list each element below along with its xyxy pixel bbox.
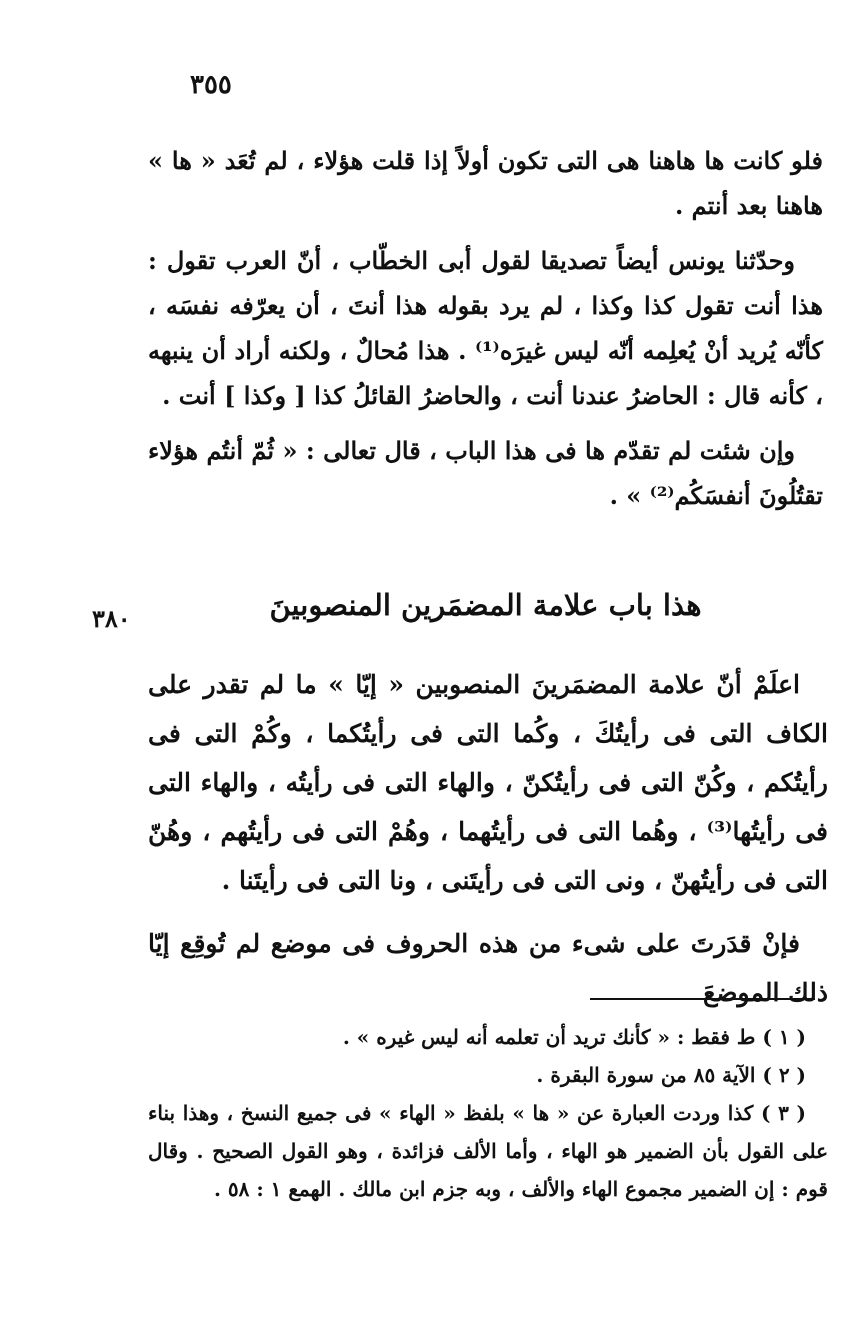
footnote: ( ٣ ) كذا وردت العبارة عن « ها » بلفظ « الهاء » فى جميع النسخ ، وهذا بناء على القول بأن الضمير هو الهاء ، وأما الألف فزائدة ، وهو القول الصحيح . وقال قوم : إن الضمير مجموع الهاء والألف ، وبه جزم ابن مالك . الهمع ١ : ٥٨ . <box>148 1101 828 1201</box>
footnote: ( ١ ) ط فقط : « كأنك تريد أن تعلمه أنه ليس غيره » . <box>342 1025 806 1049</box>
footnote-divider <box>590 998 815 1000</box>
paragraph: فلو كانت ها هاهنا هى التى تكون أولاً إذا قلت هؤلاء ، لم تُعَد « ها » هاهنا بعد أنتم . <box>148 146 823 220</box>
margin-number: ٣٨٠ <box>92 604 131 633</box>
page-number: ٣٥٥ <box>190 70 232 100</box>
body-text-top <box>148 138 823 528</box>
footnotes <box>148 1018 828 1208</box>
paragraph: وإن شئت لم تقدّم ها فى هذا الباب ، قال تعالى : « ثُمّ أنتُم هؤلاء تقتُلُونَ أنفسَكُم⁽²⁾ » . <box>148 436 823 510</box>
body-text-bottom <box>148 660 828 1031</box>
paragraph: فإنْ قدَرتَ على شىء من هذه الحروف فى موضع لم تُوقِع إيّا ذلك الموضعَ <box>148 929 828 1007</box>
section-heading: هذا باب علامة المضمَرين المنصوبينَ <box>269 588 702 622</box>
paragraph: اعلَمْ أنّ علامة المضمَرينَ المنصوبين « إيّا » ما لم تقدر على الكاف التى فى رأيتُكَ ، وكُما التى فى رأيتُكما ، وكُمْ التى فى رأيتُكم ، وكُنّ التى فى رأيتُكنّ ، والهاء التى فى رأيتُه ، والهاء التى فى رأيتُها⁽³⁾ ، وهُما التى فى رأيتُهما ، وهُمْ التى فى رأيتُهم ، وهُنّ التى فى رأيتُهنّ ، ونى التى فى رأيتَنى ، ونا التى فى رأيتَنا . <box>148 670 828 895</box>
footnote: ( ٢ ) الآية ٨٥ من سورة البقرة . <box>536 1063 806 1087</box>
paragraph: وحدّثنا يونس أيضاً تصديقا لقول أبى الخطّاب ، أنّ العرب تقول : هذا أنت تقول كذا وكذا ، لم يرد بقوله هذا أنتَ ، أن يعرّفه نفسَه ، كأنّه يُريد أنْ يُعلِمه أنّه ليس غيرَه⁽¹⁾ . هذا مُحالٌ ، ولكنه أراد أن ينبهه ، كأنه قال : الحاضرُ عندنا أنت ، والحاضرُ القائلُ كذا [ وكذا ] أنت . <box>148 246 823 410</box>
